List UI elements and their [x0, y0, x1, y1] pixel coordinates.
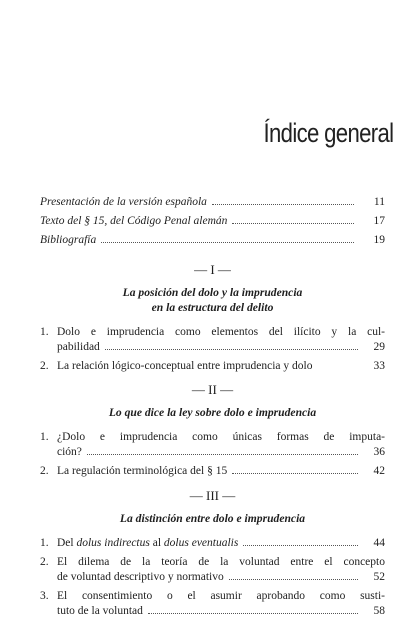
part-title-line: La posición del dolo y la imprudencia: [122, 286, 303, 299]
toc-page-number: 33: [373, 360, 385, 372]
toc-page-number: 29: [373, 341, 385, 353]
dot-leader: [105, 349, 358, 350]
entry-number: 1.: [40, 326, 49, 338]
toc-entry-title: Bibliografía: [40, 234, 97, 246]
dot-leader: [229, 579, 358, 580]
toc-entry[interactable]: [40, 464, 385, 479]
entry-number: 3.: [40, 590, 49, 602]
part-title-line: Lo que dice la ley sobre dolo e imprudencia: [108, 406, 317, 419]
dot-leader: [232, 223, 354, 224]
toc-entry[interactable]: [40, 430, 385, 460]
toc-page-number: 36: [373, 446, 385, 458]
dot-leader: [148, 613, 358, 614]
entry-text: ción?: [57, 446, 82, 458]
page-title: Índice general: [263, 118, 393, 148]
toc-entry[interactable]: [40, 555, 385, 585]
entry-text: Dolo e imprudencia como elementos del ilícito y la cul-: [57, 326, 385, 338]
part-3: [40, 488, 385, 623]
toc-page-number: 44: [373, 537, 385, 549]
entry-text: pabilidad: [57, 341, 100, 353]
entry-text: La relación lógico-conceptual entre imprudencia y dolo: [57, 360, 313, 372]
entry-number: 1.: [40, 537, 49, 549]
part-title: [40, 285, 385, 315]
toc-entry[interactable]: [40, 589, 385, 619]
toc-page-number: 52: [373, 571, 385, 583]
part-title: [40, 511, 385, 526]
part-title-line: en la estructura del delito: [151, 301, 274, 314]
entry-text: de voluntad descriptivo y normativo: [57, 571, 224, 583]
toc-entry-title: Presentación de la versión española: [40, 196, 207, 208]
part-2: [40, 382, 385, 483]
toc-entry-title: Texto del § 15, del Código Penal alemán: [40, 215, 228, 227]
toc-page-number: 58: [373, 605, 385, 617]
toc-page-number: 17: [373, 215, 385, 227]
part-title-line: La distinción entre dolo e imprudencia: [119, 512, 306, 525]
toc-page-number: 19: [373, 234, 385, 246]
entry-text: El dilema de la teoría de la voluntad entre el concepto: [57, 556, 385, 568]
entry-text: El consentimiento o el asumir aprobando como susti-: [57, 590, 385, 602]
part-number: — I —: [194, 262, 231, 277]
toc-entry[interactable]: [40, 536, 385, 551]
dot-leader: [101, 242, 354, 243]
part-number: — II —: [191, 382, 234, 397]
toc-page-number: 11: [373, 196, 385, 208]
dot-leader: [87, 454, 358, 455]
part-number: — III —: [189, 488, 236, 503]
toc-entry-texto[interactable]: [40, 215, 385, 234]
dot-leader: [243, 545, 358, 546]
dot-leader: [212, 204, 354, 205]
entry-text: tuto de la voluntad: [57, 605, 143, 617]
toc-entry-presentacion[interactable]: [40, 196, 385, 215]
entry-text: ¿Dolo e imprudencia como únicas formas de imputa-: [57, 431, 385, 443]
entry-number: 2.: [40, 360, 49, 372]
dot-leader: [232, 473, 358, 474]
entry-text: Del dolus indirectus al dolus eventualis: [57, 537, 239, 549]
toc-page-number: 42: [373, 465, 385, 477]
toc-entry[interactable]: [40, 359, 385, 374]
part-1: [40, 262, 385, 378]
toc-entry-bibliografia[interactable]: [40, 234, 385, 253]
entry-text: La regulación terminológica del § 15: [57, 465, 228, 477]
part-title: [40, 405, 385, 420]
entry-number: 2.: [40, 465, 49, 477]
entry-number: 2.: [40, 556, 49, 568]
entry-number: 1.: [40, 431, 49, 443]
toc-entry[interactable]: [40, 325, 385, 355]
front-matter-list: [40, 196, 385, 253]
